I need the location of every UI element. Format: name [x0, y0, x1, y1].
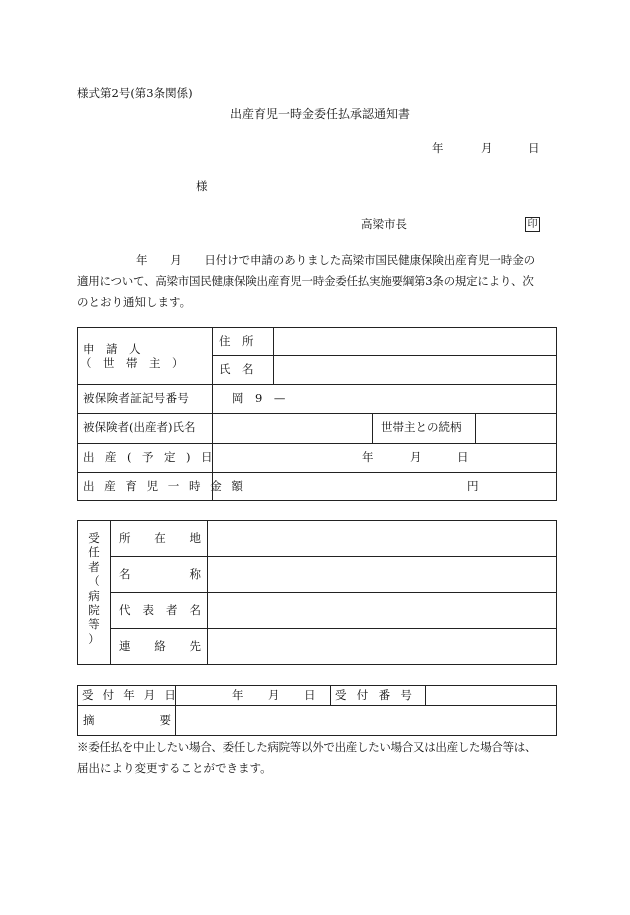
amount-label: 出 産 育 児 一 時 金 額	[83, 479, 242, 493]
representative-field[interactable]	[208, 593, 556, 627]
body-line-1: 年 月 日付けで申請のありました高梁市国民健康保険出産育児一時金の	[136, 253, 535, 267]
insured-name-label: 被保険者(出産者)氏名	[83, 420, 196, 434]
document-title: 出産育児一時金委任払承認通知書	[230, 107, 411, 121]
insured-name-field[interactable]	[213, 414, 371, 442]
birth-date-day: 日	[457, 450, 469, 464]
applicant-label: 申 請 人	[83, 342, 141, 356]
date-day: 日	[528, 141, 540, 155]
receipt-number-field[interactable]	[426, 686, 556, 704]
contact-field[interactable]	[208, 629, 556, 664]
seal-mark: 印	[525, 217, 540, 232]
amount-unit: 円	[467, 479, 479, 493]
remarks-label: 摘 要	[83, 713, 171, 727]
addressee-suffix: 様	[196, 179, 208, 193]
birth-date-label: 出 産 ( 予 定 ) 日	[83, 450, 212, 464]
body-line-3: のとおり通知します。	[77, 295, 192, 309]
insured-number-value[interactable]: 岡 9 —	[232, 391, 286, 405]
delegate-name-field[interactable]	[208, 557, 556, 591]
applicant-sub-label: （ 世 帯 主 ）	[80, 356, 184, 370]
date-year: 年	[432, 141, 444, 155]
relationship-field[interactable]	[476, 414, 556, 442]
birth-date-month: 月	[410, 450, 422, 464]
delegate-label: 受 任 者 （ 病 院 等 ）	[88, 531, 100, 646]
relationship-label: 世帯主との続柄	[381, 420, 462, 434]
body-line-2: 適用について、高梁市国民健康保険出産育児一時金委任払実施要綱第3条の規定により、次	[77, 274, 534, 288]
received-month: 月	[268, 688, 280, 702]
address-field[interactable]	[274, 328, 556, 354]
birth-date-year: 年	[362, 450, 374, 464]
location-label: 所 在 地	[119, 531, 201, 545]
location-field[interactable]	[208, 521, 556, 555]
receipt-number-label: 受 付 番 号	[335, 688, 412, 702]
form-number: 様式第2号(第3条関係)	[77, 86, 193, 100]
footnote-line-2: 届出により変更することができます。	[77, 761, 272, 775]
issuer: 高梁市長	[361, 217, 407, 231]
address-label: 住 所	[219, 334, 254, 348]
footnote-line-1: ※委任払を中止したい場合、委任した病院等以外で出産したい場合又は出産した場合等は、	[77, 740, 537, 754]
name-field[interactable]	[274, 356, 556, 383]
insured-number-label: 被保険者証記号番号	[83, 391, 190, 405]
representative-label: 代 表 者 名	[119, 603, 201, 617]
delegate-name-label: 名 称	[119, 567, 201, 581]
date-month: 月	[481, 141, 493, 155]
received-day: 日	[304, 688, 316, 702]
received-date-label: 受 付 年 月 日	[82, 688, 175, 702]
remarks-field[interactable]	[176, 706, 556, 735]
name-label: 氏 名	[219, 362, 254, 376]
contact-label: 連 絡 先	[119, 639, 201, 653]
received-year: 年	[232, 688, 244, 702]
